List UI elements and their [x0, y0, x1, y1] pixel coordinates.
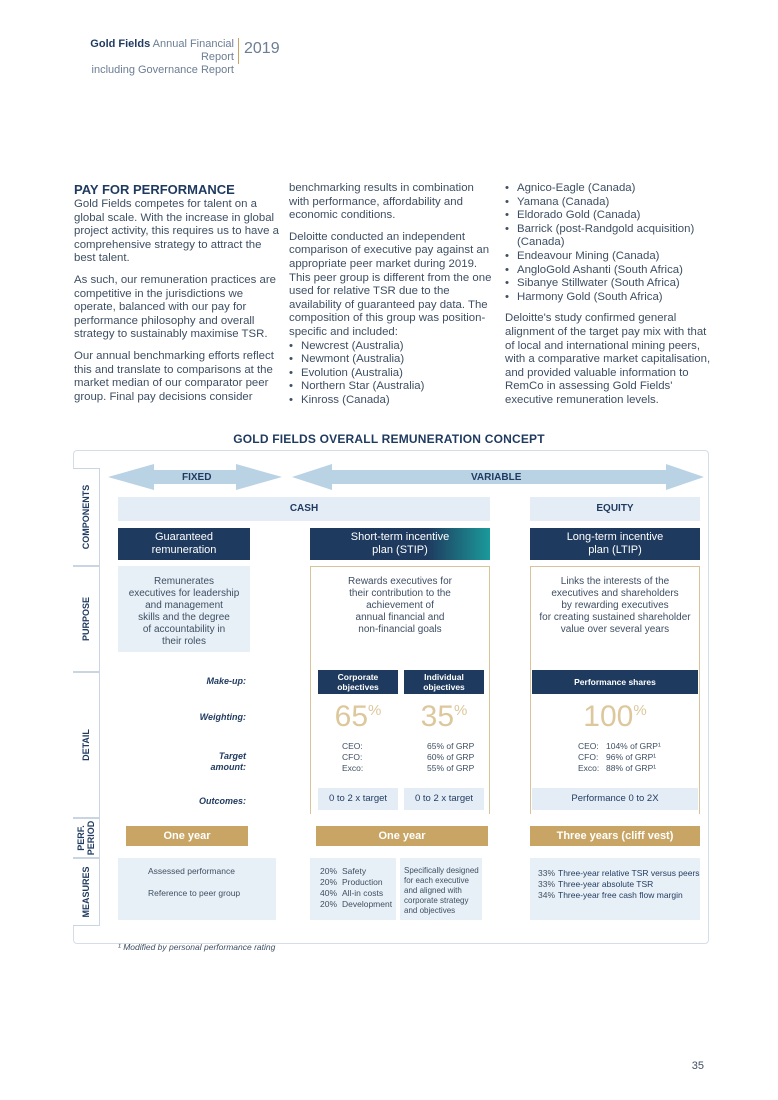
weighting-label: Weighting: — [199, 712, 246, 722]
peer-list-a — [289, 340, 495, 408]
paragraph: Deloitte conducted an independent comparison of executive pay against an appropriate peer market during 2019. This peer group is different from the one used for relative TSR due to the availability of guaranteed pay data. The composition of this group was position-specific and included: — [289, 230, 492, 338]
list-item: • Newmont (Australia) — [289, 353, 495, 367]
fixed-label: FIXED — [182, 472, 212, 483]
individual-outcome: 0 to 2 x target — [404, 788, 484, 810]
report-year: 2019 — [244, 40, 280, 57]
text-column-2 — [289, 182, 495, 416]
measures-ltip — [530, 858, 700, 920]
side-label-measures: MEASURES — [73, 858, 100, 926]
component-label: Guaranteed remuneration — [151, 531, 217, 556]
text-column-1 — [74, 182, 280, 412]
performance-shares-header: Performance shares — [532, 670, 698, 694]
diagram-title: GOLD FIELDS OVERALL REMUNERATION CONCEPT — [233, 432, 545, 446]
list-item: • Sibanye Stillwater (South Africa) — [505, 277, 711, 291]
stip-target-values: 65% of GRP 60% of GRP 55% of GRP — [427, 741, 475, 773]
ltip-frame-left — [530, 566, 531, 814]
stip-frame-right — [489, 566, 490, 814]
outcomes-label: Outcomes: — [198, 796, 246, 806]
list-item: • Kinross (Canada) — [289, 394, 495, 408]
list-item: • Evolution (Australia) — [289, 367, 495, 381]
peer-list-b — [505, 182, 711, 304]
ltip-box — [530, 528, 700, 560]
list-item: • Newcrest (Australia) — [289, 340, 495, 354]
side-label-purpose: PURPOSE — [73, 566, 100, 672]
purpose-ltip: Links the interests of the executives and shareholders by rewarding executives for creating sustained shareholder value over several years — [539, 576, 691, 635]
measures-corporate — [310, 858, 396, 920]
header-divider — [238, 38, 239, 64]
section-heading: PAY FOR PERFORMANCE — [74, 182, 235, 197]
corporate-measure-items: Safety Production All-in costs Development — [342, 866, 393, 909]
list-item: • Eldorado Gold (Canada) — [505, 209, 711, 223]
list-item: • Harmony Gold (South Africa) — [505, 291, 711, 305]
period-stip: One year — [316, 826, 488, 846]
list-item: • Yamana (Canada) — [505, 196, 711, 210]
cash-bar: CASH — [118, 497, 490, 521]
ltip-measure-weights: 33% 33% 34% — [538, 868, 556, 900]
brand-line1: Annual Financial Report — [152, 38, 234, 63]
footnote: ¹ Modified by personal performance rating — [118, 942, 276, 952]
brand-line2: including Governance Report — [91, 64, 234, 76]
list-item: • AngloGold Ashanti (South Africa) — [505, 264, 711, 278]
target-label: Target amount: — [210, 751, 246, 772]
period-ltip: Three years (cliff vest) — [530, 826, 700, 846]
text-column-3 — [505, 182, 711, 416]
list-item: • Northern Star (Australia) — [289, 380, 495, 394]
variable-label: VARIABLE — [471, 472, 522, 483]
ltip-measure-items: Three-year relative TSR versus peers Three-year absolute TSR Three-year free cash flow margin — [558, 868, 700, 900]
corporate-weighting: 65% — [334, 700, 382, 733]
equity-bar: EQUITY — [530, 497, 700, 521]
paragraph: benchmarking results in combination with performance, affordability and economic conditions. — [289, 182, 474, 222]
side-label-detail: DETAIL — [73, 672, 100, 818]
paragraph: Deloitte's study confirmed general alignment of the target pay mix with that of local and international mining peers, with a comparative market capitalisation, and provided valuable information to RemCo in assessing Gold Fields' executive remuneration levels. — [505, 312, 711, 406]
ltip-frame-right — [699, 566, 700, 814]
paragraph: Gold Fields competes for talent on a global scale. With the increase in global project activity, this requires us to have a comprehensive strategy to attract the best talent. — [74, 198, 279, 265]
purpose-stip: Rewards executives for their contribution to the achievement of annual financial and non-financial goals — [348, 576, 452, 635]
list-item: • Barrick (post-Randgold acquisition) (Canada) — [505, 223, 711, 250]
report-brand — [74, 38, 234, 77]
brand-name: Gold Fields — [90, 38, 151, 50]
individual-weighting: 35% — [420, 700, 468, 733]
ltip-weighting: 100% — [583, 700, 647, 733]
side-label-perf-period: PERF. PERIOD — [73, 818, 100, 858]
ltip-outcome: Performance 0 to 2X — [532, 788, 698, 810]
ltip-target-values: 104% of GRP¹ 96% of GRP¹ 88% of GRP¹ — [606, 741, 661, 773]
list-item: • Agnico-Eagle (Canada) — [505, 182, 711, 196]
measures-guaranteed: Assessed performance Reference to peer group — [118, 858, 276, 920]
measures-individual: Specifically designed for each executive and aligned with corporate strategy and objectives — [400, 858, 482, 920]
side-label-components: COMPONENTS — [73, 468, 100, 566]
makeup-label: Make-up: — [206, 676, 246, 686]
individual-objectives-header: Individual objectives — [404, 670, 484, 694]
paragraph: Our annual benchmarking efforts reflect this and translate to comparisons at the market median of our comparator peer group. Final pay decisions consider — [74, 349, 274, 403]
corporate-measure-weights: 20% 20% 40% 20% — [320, 866, 338, 909]
paragraph: As such, our remuneration practices are competitive in the jurisdictions we operate, balanced with our pay for performance philosophy and overall strategy to sustainably maximise TSR. — [74, 273, 276, 341]
corporate-objectives-header: Corporate objectives — [318, 670, 398, 694]
corporate-outcome: 0 to 2 x target — [318, 788, 398, 810]
purpose-guaranteed: Remunerates executives for leadership and management skills and the degree of accountability in their roles — [118, 566, 250, 652]
guaranteed-remuneration-box — [118, 528, 250, 560]
stip-target-roles: CEO: CFO: Exco: — [342, 741, 364, 773]
list-item: • Endeavour Mining (Canada) — [505, 250, 711, 264]
component-label: Long-term incentive plan (LTIP) — [566, 531, 664, 556]
stip-frame-left — [310, 566, 311, 814]
period-guaranteed: One year — [126, 826, 248, 846]
page-number: 35 — [691, 1060, 704, 1072]
stip-box — [310, 528, 490, 560]
component-label: Short-term incentive plan (STIP) — [350, 531, 450, 556]
ltip-target-roles: CEO: CFO: Exco: — [578, 741, 600, 773]
